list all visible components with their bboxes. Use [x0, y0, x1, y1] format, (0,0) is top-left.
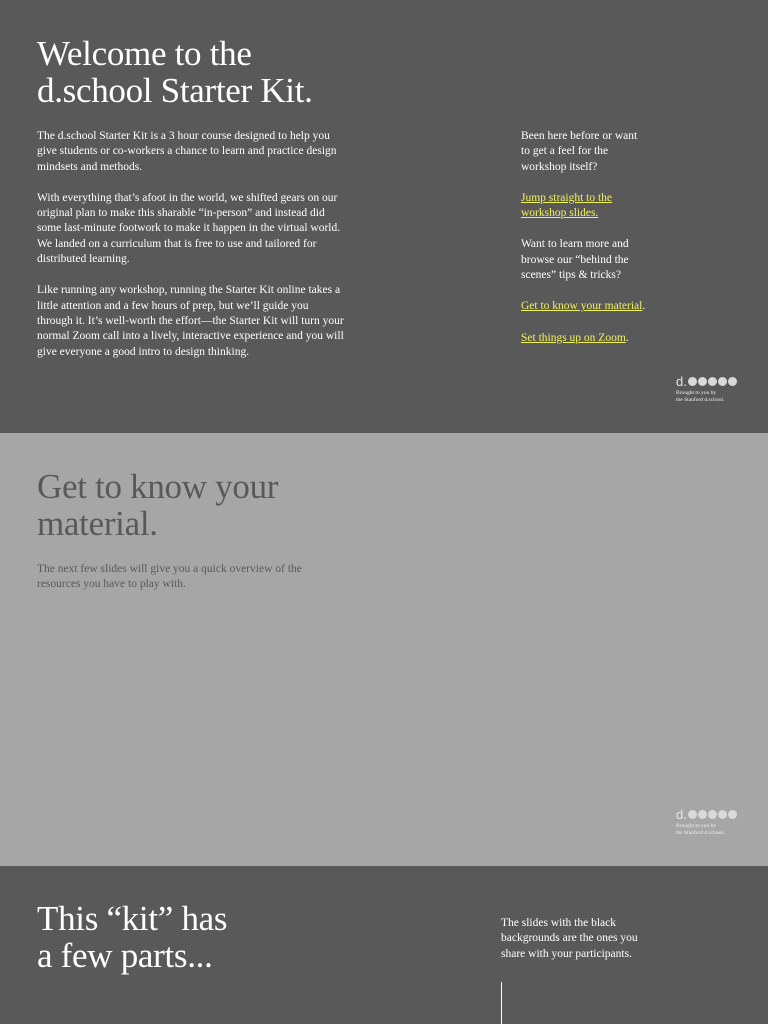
dschool-logo-mark	[676, 808, 746, 821]
link-period: .	[625, 331, 629, 344]
text-line: Like running any workshop, running the Starter Kit online takes a	[37, 284, 341, 297]
title-line: Get to know your	[37, 467, 279, 506]
logo-circle-icon	[688, 377, 697, 386]
workshop-slides-link[interactable]: Jump straight to the	[521, 191, 613, 204]
text-line: resources you have to play with.	[37, 578, 186, 591]
divider-line	[501, 982, 502, 1024]
text-line: Been here before or want	[521, 130, 638, 142]
logo-circle-icon	[708, 377, 717, 386]
kit-parts-title	[37, 900, 227, 974]
text-line: With everything that’s afoot in the world, we shifted gears on our	[37, 191, 338, 204]
text-line: We landed on a curriculum that is free to use and tailored for	[37, 237, 317, 250]
intro-text	[37, 129, 397, 376]
text-line: The d.school Starter Kit is a 3 hour course designed to help you	[37, 130, 330, 142]
material-title	[37, 468, 278, 542]
logo-circle-icon	[698, 810, 707, 819]
get-to-know-material-link[interactable]: Get to know your material	[521, 300, 643, 313]
logo-circle-icon	[688, 810, 697, 819]
description-paragraph	[501, 916, 701, 962]
navigation-panel	[521, 129, 721, 362]
workshop-slides-link[interactable]: workshop slides.	[521, 207, 599, 220]
title-line: This “kit” has	[37, 899, 228, 938]
side-question	[521, 129, 721, 175]
logo-circle-icon	[718, 810, 727, 819]
text-line: browse our “behind the	[521, 253, 629, 266]
material-description	[37, 562, 357, 609]
text-line: original plan to make this sharable “in-person” and instead did	[37, 207, 325, 220]
kit-parts-description	[501, 916, 701, 978]
logo-letter: d.	[676, 807, 687, 822]
text-line: Want to learn more and	[521, 238, 629, 251]
text-line: little attention and a few hours of prep, but we’ll guide you	[37, 299, 309, 312]
text-line: distributed learning.	[37, 253, 130, 266]
text-line: to get a feel for the	[521, 145, 609, 158]
caption-line: the Stanford d.school.	[676, 397, 725, 403]
side-question	[521, 237, 721, 283]
logo-circle-icon	[728, 810, 737, 819]
text-line: give students or co-workers a chance to learn and practice design	[37, 145, 337, 158]
text-line: workshop itself?	[521, 160, 598, 173]
intro-paragraph	[37, 283, 397, 359]
text-line: through it. It’s well-worth the effort—the Starter Kit will turn your	[37, 314, 344, 327]
logo-circle-icon	[708, 810, 717, 819]
title-line: a few parts...	[37, 936, 213, 975]
dschool-logo	[676, 808, 746, 837]
text-line: The next few slides will give you a quick overview of the	[37, 563, 302, 575]
dschool-logo	[676, 375, 746, 404]
text-line: normal Zoom call into a lively, interactive experience and you will	[37, 330, 344, 343]
text-line: mindsets and methods.	[37, 160, 143, 173]
slide-kit-parts	[0, 866, 768, 1024]
text-line: scenes” tips & tricks?	[521, 269, 621, 282]
text-line: some last-minute footwork to make it happen in the virtual world.	[37, 222, 341, 235]
text-line: give everyone a good intro to design thinking.	[37, 345, 250, 358]
logo-caption	[676, 390, 746, 404]
intro-paragraph	[37, 129, 397, 175]
logo-letter: d.	[676, 374, 687, 389]
logo-caption	[676, 823, 746, 837]
caption-line: Brought to you by	[676, 823, 717, 829]
text-line: share with your participants.	[501, 947, 632, 960]
caption-line: the Stanford d.school.	[676, 830, 725, 836]
logo-circle-icon	[728, 377, 737, 386]
zoom-link-block	[521, 331, 721, 346]
dschool-logo-mark	[676, 375, 746, 388]
slide-welcome	[0, 0, 768, 433]
title-line: Welcome to the	[37, 34, 252, 73]
material-link-block	[521, 299, 721, 314]
title-line: material.	[37, 504, 158, 543]
logo-circle-icon	[698, 377, 707, 386]
text-line: backgrounds are the ones you	[501, 932, 638, 945]
description-paragraph	[37, 562, 357, 593]
caption-line: Brought to you by	[676, 390, 717, 396]
workshop-slides-link-block	[521, 191, 721, 222]
link-period: .	[642, 300, 646, 313]
text-line: The slides with the black	[501, 917, 616, 929]
set-up-zoom-link[interactable]: Set things up on Zoom	[521, 331, 626, 344]
title-line: d.school Starter Kit.	[37, 71, 313, 110]
intro-paragraph	[37, 191, 397, 267]
slide-get-to-know-material	[0, 433, 768, 866]
logo-circle-icon	[718, 377, 727, 386]
welcome-title	[37, 35, 313, 109]
